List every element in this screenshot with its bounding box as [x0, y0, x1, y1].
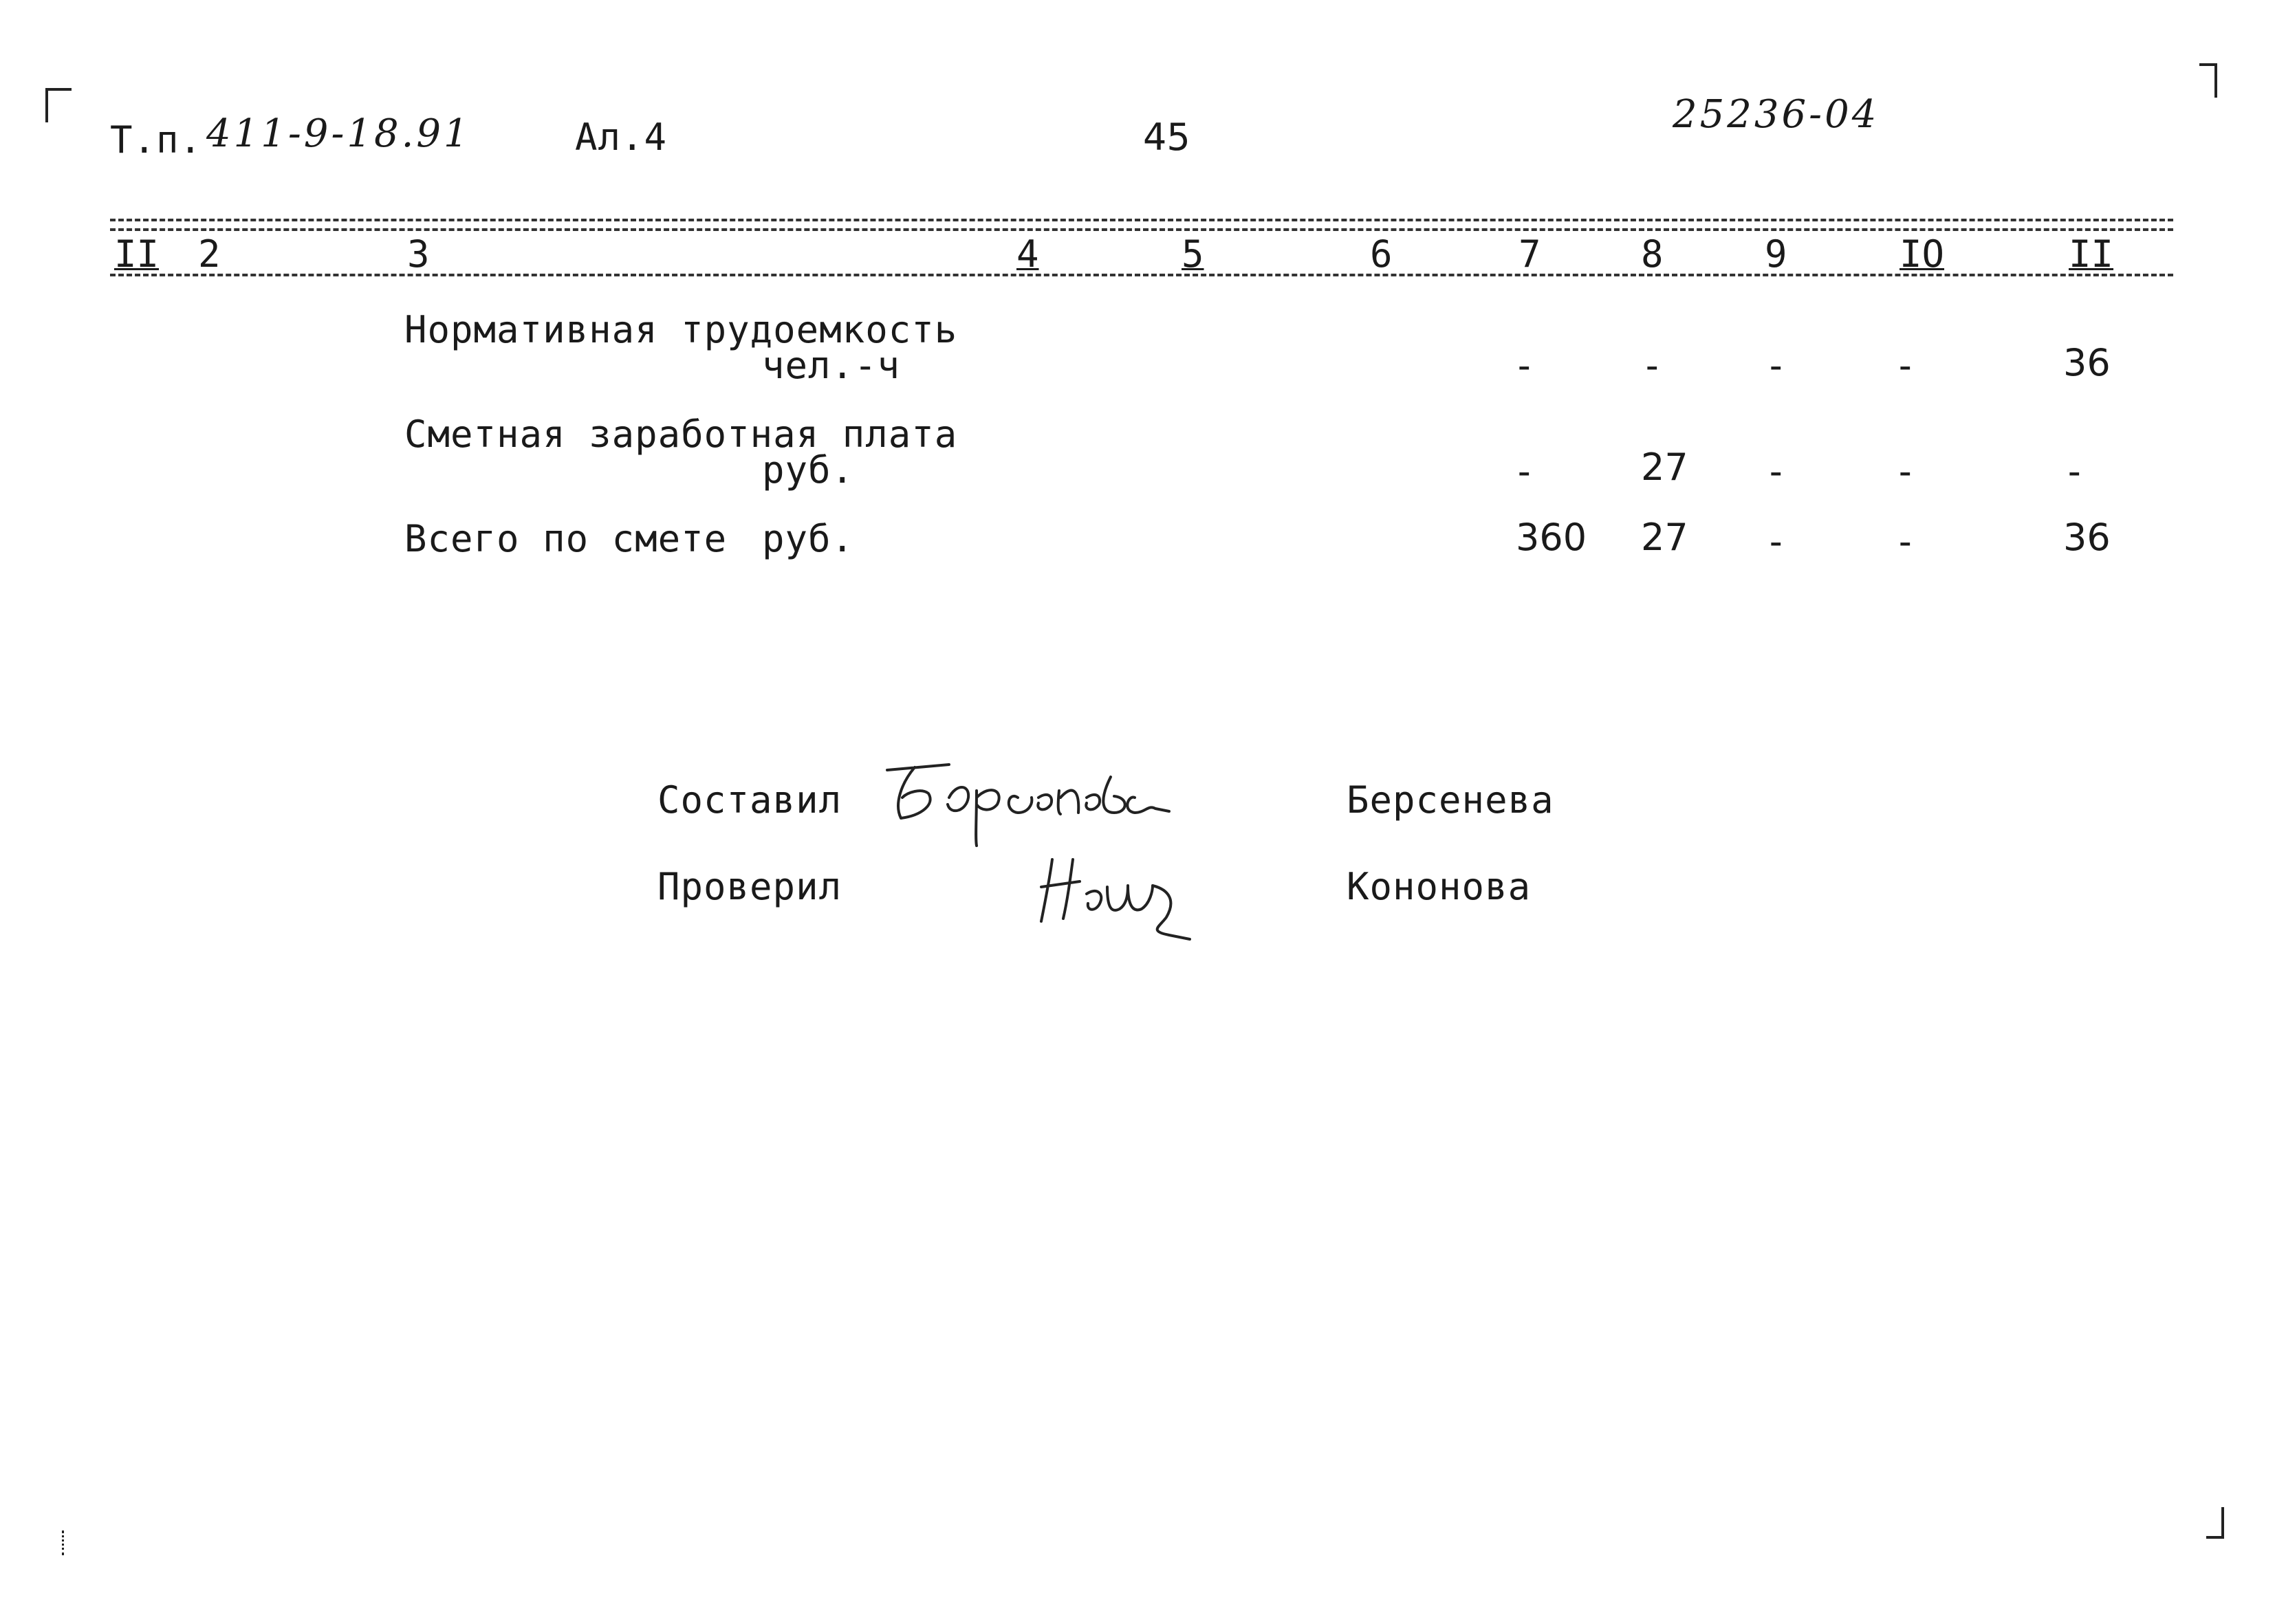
corner-mark-top-right	[2199, 63, 2217, 98]
document-code: 25236-04	[1673, 92, 1880, 137]
row-unit: руб.	[762, 448, 855, 492]
row-unit: чел.-ч	[762, 344, 901, 387]
column-number-5: 5	[1182, 232, 1204, 276]
compiled-name: Берсенева	[1347, 778, 1554, 822]
compiled-label: Составил	[657, 778, 842, 822]
corner-mark-bottom-left	[62, 1530, 65, 1555]
table-cell: 36	[2063, 341, 2111, 384]
table-top-rule-inner	[110, 228, 2173, 231]
table-cell: -	[1513, 450, 1536, 493]
table-cell: 360	[1516, 516, 1587, 559]
column-number-7: 7	[1519, 232, 1541, 276]
column-number-2: 2	[198, 232, 221, 276]
table-cell: -	[1894, 520, 1917, 563]
table-cell: 27	[1641, 446, 1688, 489]
table-cell: -	[1765, 520, 1787, 563]
table-cell: -	[1765, 450, 1787, 493]
page-number: 45	[1143, 116, 1190, 159]
signature-berseneva	[873, 749, 1176, 832]
table-cell: 27	[1641, 516, 1688, 559]
column-number-8: 8	[1641, 232, 1664, 276]
row-label: Нормативная трудоемкость	[404, 308, 958, 351]
column-number-3: 3	[407, 232, 430, 276]
project-number: 411-9-18.91	[206, 111, 471, 156]
table-cell: -	[2063, 450, 2086, 493]
table-cell: -	[1894, 450, 1917, 493]
checked-label: Проверил	[657, 865, 842, 908]
table-top-rule	[110, 219, 2173, 221]
signature-kononova	[1032, 846, 1238, 935]
table-cell: 36	[2063, 516, 2111, 559]
corner-mark-bottom-right	[2206, 1507, 2224, 1539]
table-cell: -	[1765, 344, 1787, 387]
column-number-9: 9	[1765, 232, 1787, 276]
table-cell: -	[1641, 344, 1664, 387]
column-number-6: 6	[1370, 232, 1393, 276]
row-label: Сметная заработная плата	[404, 413, 958, 456]
checked-name: Кононова	[1347, 865, 1532, 908]
column-number-11: II	[2069, 232, 2114, 276]
row-unit: руб.	[762, 517, 855, 560]
table-cell: -	[1894, 344, 1917, 387]
table-cell: -	[1513, 344, 1536, 387]
column-number-4: 4	[1016, 232, 1039, 276]
column-number-1: II	[114, 232, 160, 276]
column-number-10: IO	[1900, 232, 1945, 276]
row-label: Всего по смете	[404, 517, 728, 560]
corner-mark-top-left	[45, 88, 72, 122]
header-prefix: Т.п.	[110, 118, 203, 162]
album-label: Ал.4	[575, 116, 668, 159]
